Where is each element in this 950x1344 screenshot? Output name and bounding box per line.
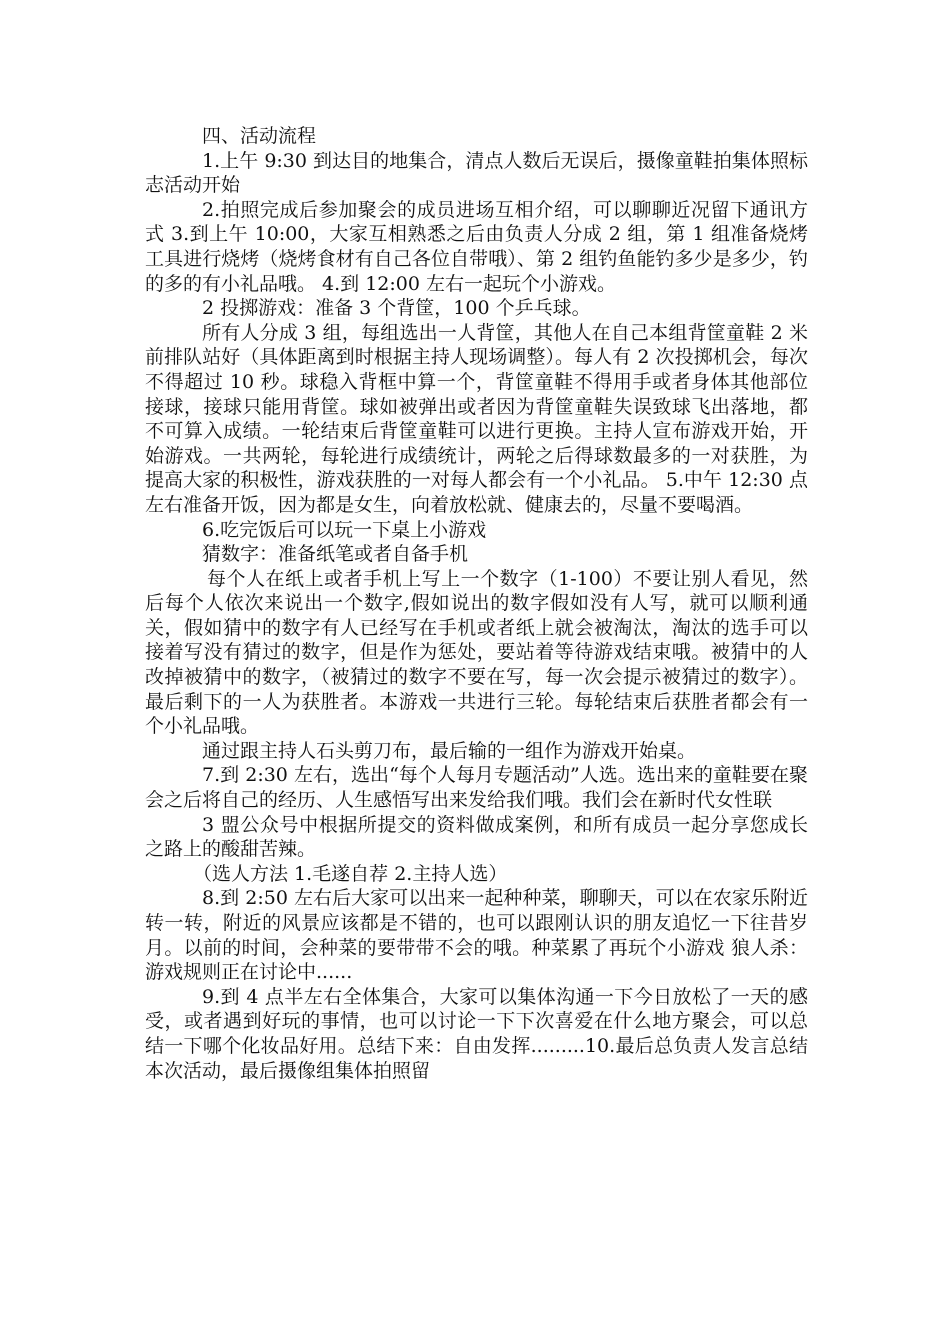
paragraph-step-8: 8.到 2:50 左右后大家可以出来一起种种菜，聊聊天，可以在农家乐附近转一转，附近的风景应该都是不错的，也可以跟刚认识的朋友追忆一下往昔岁月。以前的时间，会种菜的要带带不会的哦。种菜累了再玩个小游戏 狼人杀：游戏规则正在讨论中...... <box>145 887 808 984</box>
paragraph-step-7: 7.到 2:30 左右，选出“每个人每月专题活动”人选。选出来的童鞋要在聚会之后将自己的经历、人生感悟写出来发给我们哦。我们会在新时代女性联 <box>145 764 808 812</box>
paragraph-guess-rules: 每个人在纸上或者手机上写上一个数字（1-100）不要让别人看见，然后每个人依次来说出一个数字,假如说出的数字假如没有人写，就可以顺利通关，假如猜中的数字有人已经写在手机或者纸上就会被淘汰，淘汰的选手可以接着写没有猜过的数字，但是作为惩处，要站着等待游戏结束哦。被猜中的人改掉被猜中的数字，（被猜过的数字不要在写，每一次会提示被猜过的数字）。最后剩下的一人为获胜者。本游戏一共进行三轮。每轮结束后获胜者都会有一个小礼品哦。 <box>145 567 808 738</box>
paragraph-case-study: 3 盟公众号中根据所提交的资料做成案例，和所有成员一起分享您成长之路上的酸甜苦辣。 <box>145 813 808 861</box>
paragraph-guess-number: 猜数字：准备纸笔或者自备手机 <box>202 543 469 566</box>
paragraph-step-6: 6.吃完饭后可以玩一下桌上小游戏 <box>202 518 487 541</box>
paragraph-step-1: 1.上午 9:30 到达目的地集合，清点人数后无误后，摄像童鞋拍集体照标志活动开始 <box>145 149 808 197</box>
paragraph-step-9-10: 9.到 4 点半左右全体集合，大家可以集体沟通一下今日放松了一天的感受，或者遇到好玩的事情，也可以讨论一下下次喜爱在什么地方聚会，可以总结一下哪个化妆品好用。总结下来：自由发挥.........10.最后总负责人发言总结本次活动，最后摄像组集体拍照留 <box>145 985 808 1082</box>
paragraph-selection-method: （选人方法 1.毛遂自荐 2.主持人选） <box>193 862 508 885</box>
paragraph-start-table: 通过跟主持人石头剪刀布，最后输的一组作为游戏开始桌。 <box>202 739 697 762</box>
document-body <box>145 124 808 1083</box>
paragraph-throwing-rules: 所有人分成 3 组，每组选出一人背筐，其他人在自己本组背筐童鞋 2 米前排队站好（具体距离到时根据主持人现场调整）。每人有 2 次投掷机会，每次不得超过 10 秒。球稳入背框中算一个，背筐童鞋不得用手或者身体其他部位接球，接球只能用背筐。球如被弹出或者因为背筐童鞋失误致球飞出落地，都不可算入成绩。一轮结束后背筐童鞋可以进行更换。主持人宣布游戏开始，开始游戏。一共两轮，每轮进行成绩统计，两轮之后得球数最多的一对获胜，为提高大家的积极性，游戏获胜的一对每人都会有一个小礼品。 5.中午 12:30 点左右准备开饭，因为都是女生，向着放松就、健康去的，尽量不要喝酒。 <box>145 321 808 516</box>
section-heading: 四、活动流程 <box>202 125 317 147</box>
paragraph-step-2-4: 2.拍照完成后参加聚会的成员进场互相介绍，可以聊聊近况留下通讯方式 3.到上午 10:00，大家互相熟悉之后由负责人分成 2 组，第 1 组准备烧烤工具进行烧烤（烧烤食材有自己各位自带哦）、第 2 组钓鱼能钓多少是多少，钓的多的有小礼品哦。 4.到 12:00 左右一起玩个小游戏。 <box>145 198 808 295</box>
paragraph-throwing-game: 2 投掷游戏：准备 3 个背筐，100 个乒乓球。 <box>202 297 591 320</box>
